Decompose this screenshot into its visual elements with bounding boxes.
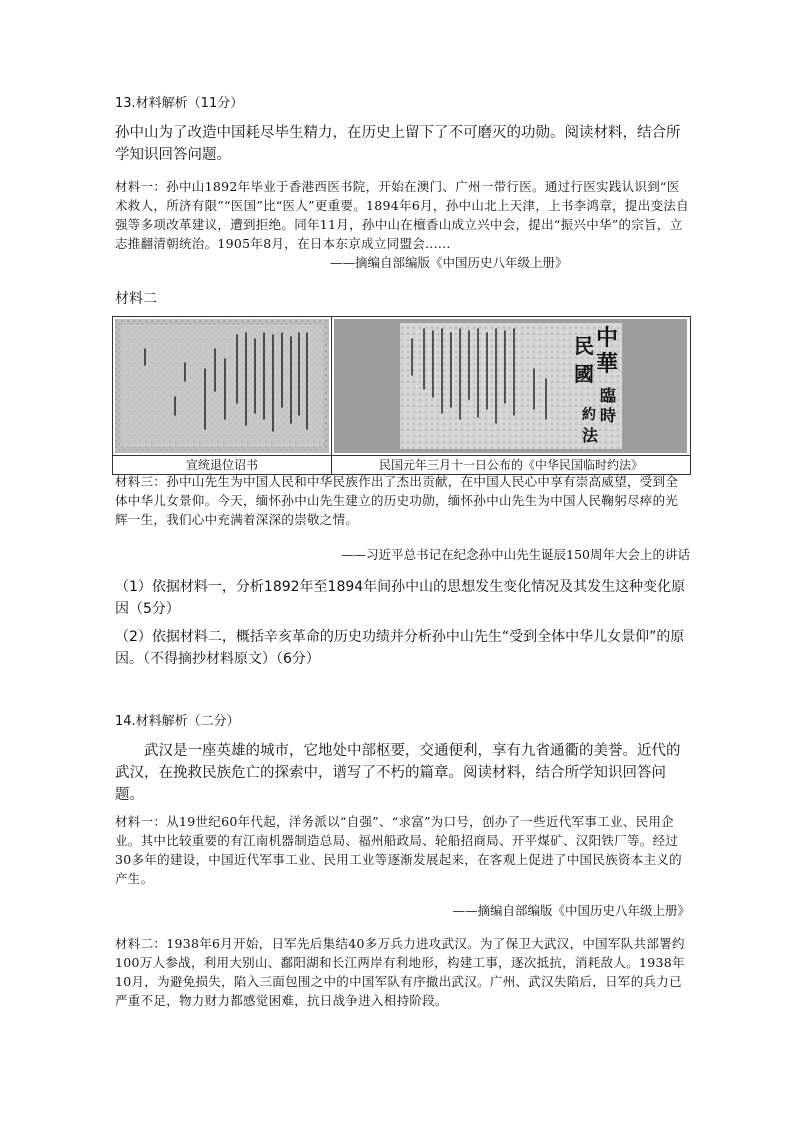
q13-material2-label: 材料二 (115, 291, 157, 307)
image-cell-abdication (113, 317, 332, 474)
constitution-title-char-6: 時 (600, 406, 617, 425)
q14-material1: 材料一：从19世纪60年代起，洋务派以“自强”、“求富”为口号，创办了一些近代军事工业、民用企业。其中比较重要的有江南机器制造总局、福州船政局、轮船招商局、开平煤矿、汉阳铁厂等。经过30多年的建设，中国近代军事工业、民用工业等逐渐发展起来，在客观上促进了中国民族资本主义的产生。 (115, 814, 682, 886)
q14-material2: 材料二：1938年6月开始，日军先后集结40多万兵力进攻武汉。为了保卫大武汉，中国军队共部署约100万人参战，利用大别山、鄱阳湖和长江两岸有利地形，构建工事，逐次抵抗，消耗敌人。1938年10月，为避免损失，陷入三面包围之中的中国军队有序撤出武汉。广州、武汉失陷后，日军的兵力已严重不足，物力财力都感觉困难，抗日战争进入相持阶段。 (115, 936, 685, 1008)
q13-material1-source: ——摘编自部编版《中国历史八年级上册》 (330, 255, 568, 270)
q13-material3: 材料三：孙中山先生为中国人民和中华民族作出了杰出贡献，在中国人民心中享有崇高威望，受到全体中华儿女景仰。今天，缅怀孙中山先生建立的历史功勋，缅怀孙中山先生为中国人民鞠躬尽瘁的光辉一生，我们心中充满着深深的崇敬之情。 (115, 474, 679, 527)
provisional-constitution-photo (334, 319, 688, 454)
constitution-title-char-3: 華 (596, 351, 619, 377)
material2-image-table (112, 316, 691, 475)
constitution-title-char-5: 臨 (600, 386, 617, 405)
constitution-title-char-7: 約 (582, 407, 596, 423)
q13-material1: 材料一：孙中山1892年毕业于香港西医书院，开始在澳门、广州一带行医。通过行医实践认识到“医术救人，所济有限”“医国”比“医人”更重要。1894年6月，孙中山北上天津，上书李鸿章，提出变法自强等多项改革建议，遭到拒绝。同年11月，孙中山在檀香山成立兴中会，提出“振兴中华”的宗旨，立志推翻清朝统治。1905年8月，在日本东京成立同盟会...... (115, 179, 689, 251)
q14-material1-source: ——摘编自部编版《中国历史八年级上册》 (452, 903, 690, 918)
constitution-title-char-2: 民 (574, 334, 594, 358)
q14-heading: 14.材料解析（二分） (115, 714, 240, 729)
constitution-title-char-1: 中 (596, 325, 619, 351)
abdication-edict-photo (115, 319, 329, 454)
constitution-title-char-4: 國 (574, 362, 594, 386)
q13-material3-source: ——习近平总书记在纪念孙中山先生诞辰150周年大会上的讲话 (341, 547, 690, 562)
caption-abdication: 宣统退位诏书 (113, 455, 331, 474)
q13-question1: （1）依据材料一，分析1892年至1894年间孙中山的思想发生变化情况及其发生这种变化原因（5分） (115, 579, 686, 617)
q14-intro: 武汉是一座英雄的城市，它地处中部枢要，交通便利，享有九省通衢的美誉。近代的武汉，在挽救民族危亡的探索中，谱写了不朽的篇章。阅读材料，结合所学知识回答问题。 (115, 743, 681, 803)
q13-intro: 孙中山为了改造中国耗尽毕生精力，在历史上留下了不可磨灭的功勋。阅读材料，结合所学知识回答问题。 (115, 125, 681, 163)
constitution-title-char-8: 法 (582, 426, 599, 445)
image-cell-constitution (332, 317, 690, 474)
caption-constitution: 民国元年三月十一日公布的《中华民国临时约法》 (332, 455, 690, 474)
q13-heading: 13.材料解析（11分） (115, 96, 244, 111)
q13-question2: （2）依据材料二，概括辛亥革命的历史功绩并分析孙中山先生“受到全体中华儿女景仰”的原因。（不得摘抄材料原文）（6分） (115, 629, 685, 667)
